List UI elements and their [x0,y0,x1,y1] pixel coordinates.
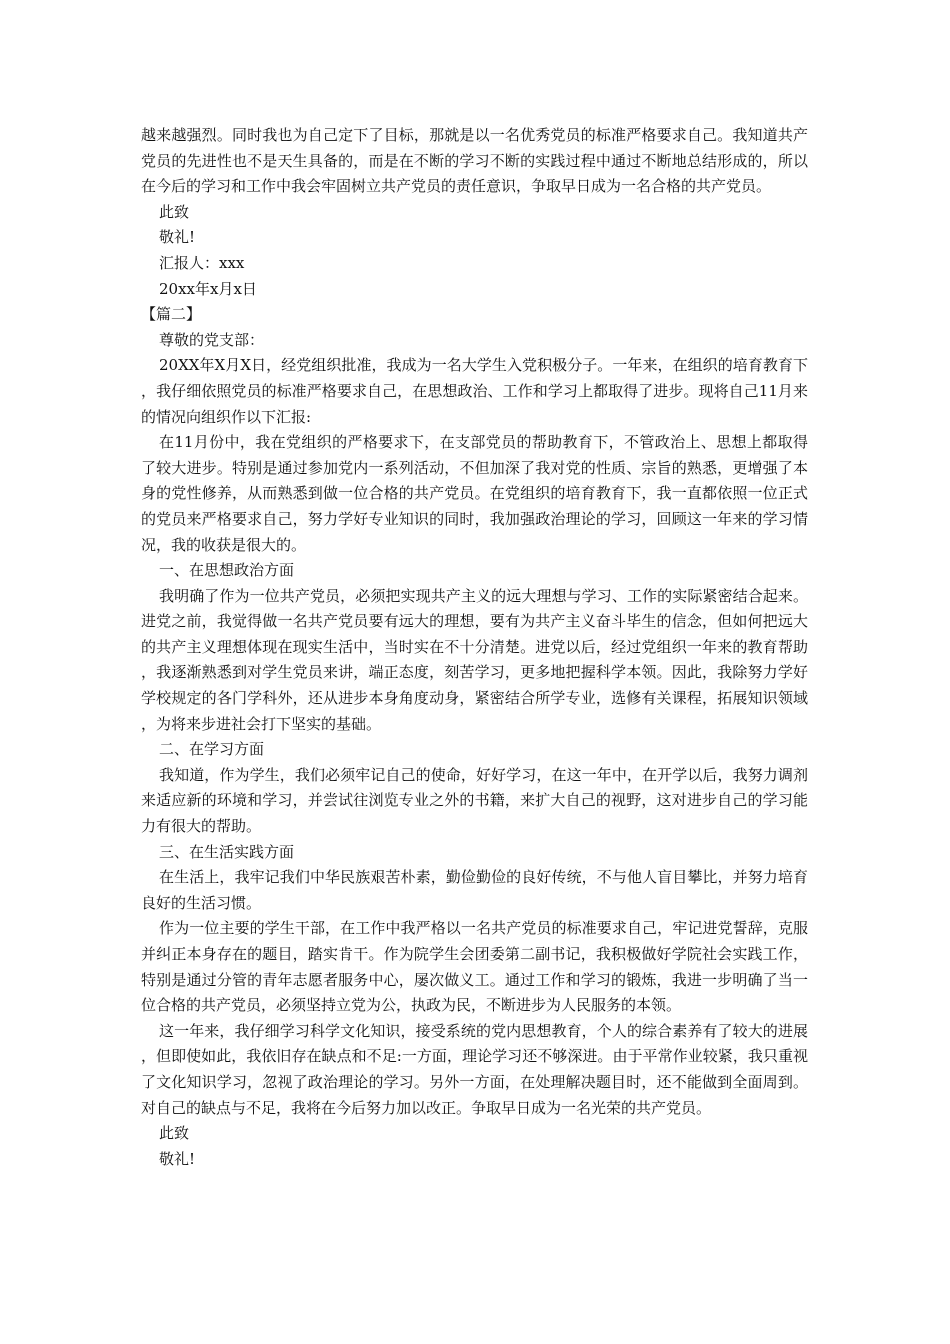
subheading-study: 二、在学习方面 [159,740,265,759]
document-body [141,123,808,1172]
paragraph-politics: 我明确了作为一位共产党员，必须把实现共产主义的远大理想与学习、工作的实际紧密结合起来。进党之前，我觉得做一名共产党员要有远大的理想，要有为共产主义奋斗毕生的信念，但如何把远大的共产主义理想体现在现实生活中，当时实在不十分清楚。进党以后，经过党组织一年来的教育帮助，我逐渐熟悉到对学生党员来讲，端正态度，刻苦学习，更多地把握科学本领。因此，我除努力学好学校规定的各门学科外，还从进步本身角度动身，紧密结合所学专业，选修有关课程，拓展知识领域，为将来步进社会打下坚实的基础。 [141,586,808,733]
paragraph-summary: 这一年来，我仔细学习科学文化知识，接受系统的党内思想教育，个人的综合素养有了较大的进展，但即使如此，我依旧存在缺点和不足:一方面，理论学习还不够深进。由于平常作业较紧，我只重视了文化知识学习，忽视了政治理论的学习。另外一方面，在处理解决题目时，还不能做到全面周到。对自己的缺点与不足，我将在今后努力加以改正。争取早日成为一名光荣的共产党员。 [141,1021,808,1117]
paragraph-november: 在11月份中，我在党组织的严格要求下，在支部党员的帮助教育下，不管政治上、思想上都取得了较大进步。特别是通过参加党内一系列活动，不但加深了我对党的性质、宗旨的熟悉，更增强了本身的党性修养，从而熟悉到做一位合格的共产党员。在党组织的培育教育下，我一直都依照一位正式的党员来严格要求自己，努力学好专业知识的同时，我加强政治理论的学习，回顾这一年来的学习情况，我的收获是很大的。 [141,433,808,554]
paragraph-work: 作为一位主要的学生干部，在工作中我严格以一名共产党员的标准要求自己，牢记进党誓辞，克服并纠正本身存在的题目，踏实肯干。作为院学生会团委第二副书记，我积极做好学院社会实践工作，特别是通过分管的青年志愿者服务中心，屡次做义工。通过工作和学习的锻炼，我进一步明确了当一位合格的共产党员，必须坚持立党为公，执政为民，不断进步为人民服务的本领。 [141,919,808,1015]
closing-cizhi-2: 此致 [159,1124,190,1143]
closing-jingli-2: 敬礼! [159,1149,196,1168]
reporter-line: 汇报人：xxx [159,253,245,272]
closing-jingli: 敬礼! [159,228,196,247]
paragraph-continuation: 越来越强烈。同时我也为自己定下了目标，那就是以一名优秀党员的标准严格要求自己。我知道共产党员的先进性也不是天生具备的，而是在不断的学习不断的实践过程中通过不断地总结形成的，所以在今后的学习和工作中我会牢固树立共产党员的责任意识，争取早日成为一名合格的共产党员。 [141,126,808,196]
date-line: 20xx年x月x日 [159,279,257,298]
paragraph-study: 我知道，作为学生，我们必须牢记自己的使命，好好学习，在这一年中，在开学以后，我努力调剂来适应新的环境和学习，并尝试往浏览专业之外的书籍，来扩大自己的视野，这对进步自己的学习能力有很大的帮助。 [141,765,808,836]
paragraph-life: 在生活上，我牢记我们中华民族艰苦朴素，勤俭勤俭的良好传统，不与他人盲目攀比，并努力培育良好的生活习惯。 [141,868,808,912]
closing-cizhi: 此致 [159,202,190,221]
salutation: 尊敬的党支部： [159,330,265,349]
subheading-politics: 一、在思想政治方面 [159,561,295,580]
subheading-life: 三、在生活实践方面 [159,842,295,861]
section-heading-part-two: 【篇二】 [141,305,202,324]
paragraph-intro: 20XX年X月X日，经党组织批准，我成为一名大学生入党积极分子。一年来，在组织的培育教育下，我仔细依照党员的标准严格要求自己，在思想政治、工作和学习上都取得了进步。现将自己11月来的情况向组织作以下汇报: [141,356,808,426]
